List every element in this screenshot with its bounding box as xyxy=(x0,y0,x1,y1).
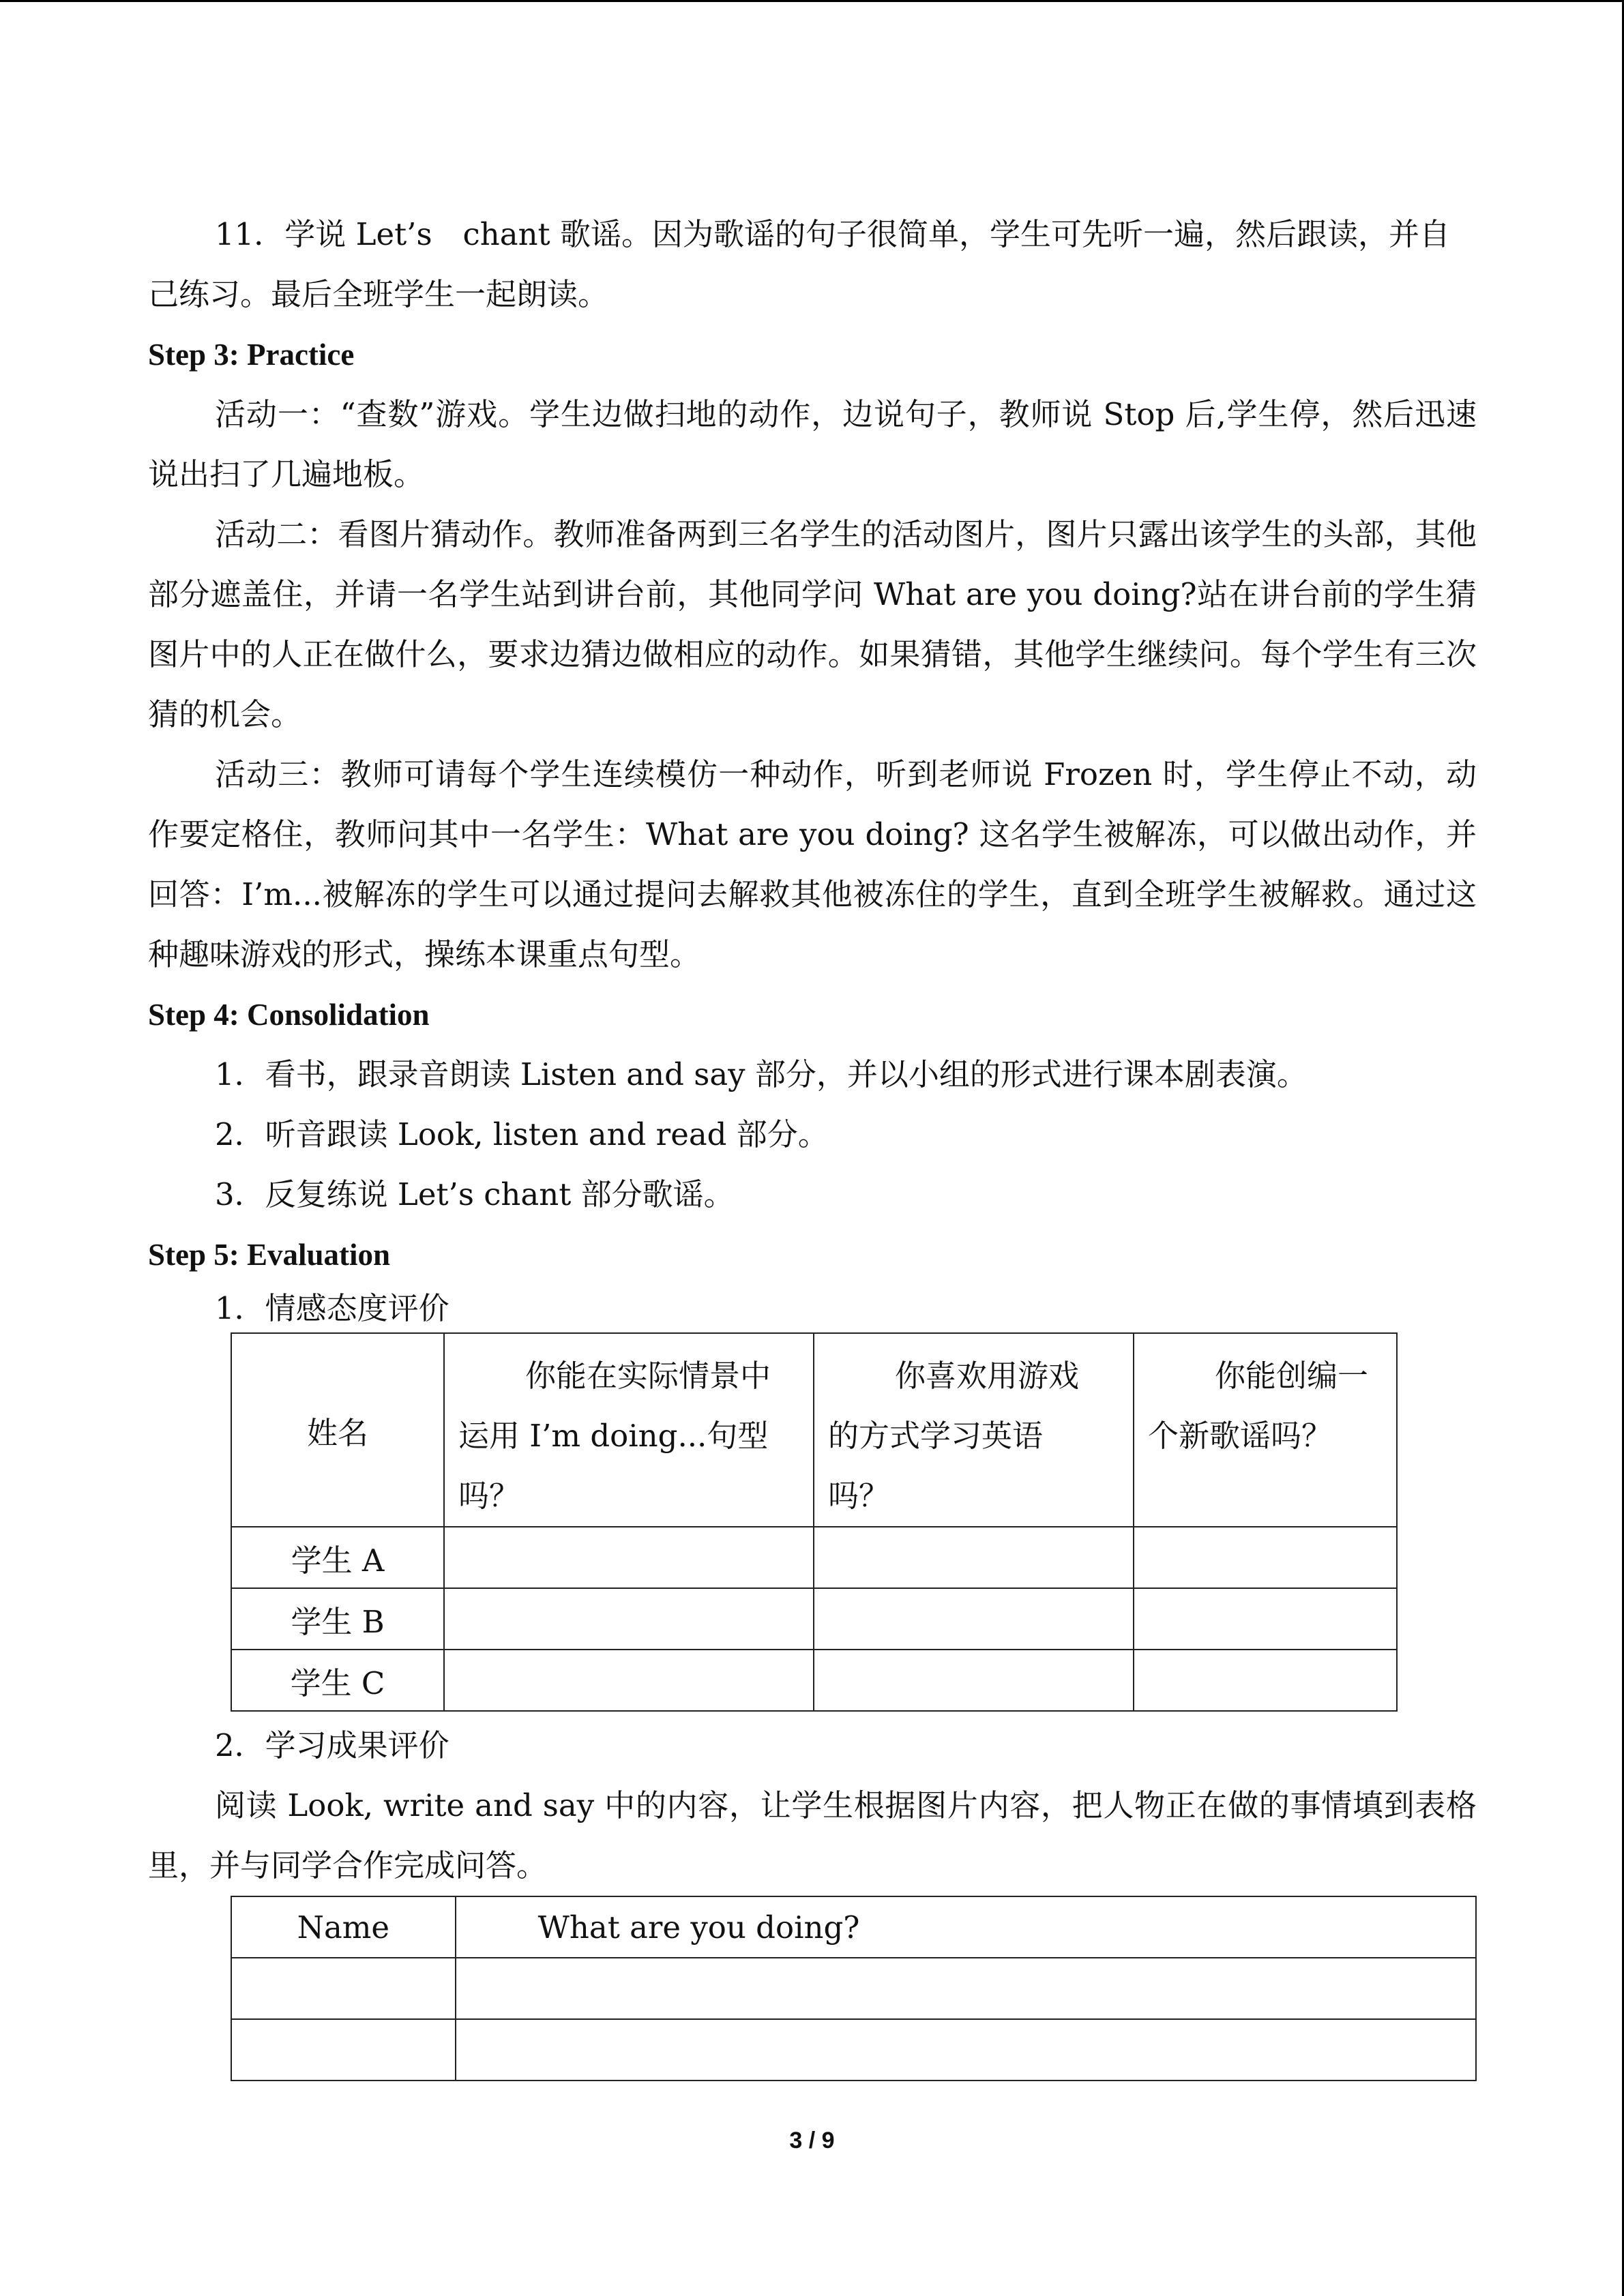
activity-2: 活动二：看图片猜动作。教师准备两到三名学生的活动图片，图片只露出该学生的头部，其他部分遮盖住，并请一名学生站到讲台前，其他同学问 What are you doing?站在讲台前的学生猜图片中的人正在做什么，要求边猜边做相应的动作。如果猜错，其他学生继续问。每个学生有三次猜的机会。 xyxy=(148,516,1477,732)
table-row xyxy=(231,2019,1476,2081)
question-3-line1: 你能创编一 xyxy=(1215,1358,1369,1394)
table-row xyxy=(231,1958,1476,2019)
outcome-table xyxy=(231,1896,1477,2081)
table-header-row xyxy=(231,1896,1476,1958)
empty-cell xyxy=(444,1588,814,1650)
evaluation-sub-1: 1．情感态度评价 xyxy=(215,1290,449,1326)
document-page xyxy=(148,205,1477,2081)
item-11-line2: 己练习。最后全班学生一起朗读。 xyxy=(148,276,609,312)
page-number: 3 / 9 xyxy=(789,2128,835,2153)
learning-outcome-paragraph: 阅读 Look, write and say 中的内容，让学生根据图片内容，把人物正在做的事情填到表格里，并与同学合作完成问答。 xyxy=(148,1787,1477,1883)
page-border-top xyxy=(0,0,1624,2)
empty-cell xyxy=(456,2019,1476,2081)
empty-cell xyxy=(231,1958,456,2019)
name-header-cell xyxy=(231,1333,444,1527)
doing-column-header xyxy=(456,1896,1476,1958)
empty-cell xyxy=(814,1588,1134,1650)
consolidation-item-2: 2．听音跟读 Look, listen and read 部分。 xyxy=(215,1116,829,1152)
student-c-label: 学生 C xyxy=(290,1665,385,1701)
question-2-cell xyxy=(814,1333,1134,1527)
empty-cell xyxy=(456,1958,1476,2019)
question-2-line1: 你喜欢用游戏 xyxy=(895,1358,1080,1394)
activity-1: 活动一：“查数”游戏。学生边做扫地的动作，边说句子，教师说 Stop 后,学生停，然后迅速说出扫了几遍地板。 xyxy=(148,396,1477,492)
empty-cell xyxy=(814,1650,1134,1711)
consolidation-item-3: 3．反复练说 Let’s chant 部分歌谣。 xyxy=(215,1176,735,1212)
table-row xyxy=(231,1527,1397,1588)
student-b-label: 学生 B xyxy=(291,1603,385,1640)
student-c-cell xyxy=(231,1650,444,1711)
attitude-evaluation-table xyxy=(231,1332,1398,1712)
step4-heading: Step 4: Consolidation xyxy=(148,998,430,1032)
student-a-cell xyxy=(231,1527,444,1588)
name-column-header xyxy=(231,1896,456,1958)
table-header-row xyxy=(231,1333,1397,1527)
question-2-line3: 吗？ xyxy=(828,1478,890,1514)
student-a-label: 学生 A xyxy=(291,1542,385,1579)
empty-cell xyxy=(1134,1588,1397,1650)
doing-column-label: What are you doing? xyxy=(537,1909,860,1945)
consolidation-item-1: 1．看书，跟录音朗读 Listen and say 部分，并以小组的形式进行课本剧表演。 xyxy=(215,1056,1308,1092)
question-1-line1: 你能在实际情景中 xyxy=(525,1358,771,1394)
question-1-cell xyxy=(444,1333,814,1527)
step3-heading: Step 3: Practice xyxy=(148,338,355,372)
empty-cell xyxy=(231,2019,456,2081)
student-b-cell xyxy=(231,1588,444,1650)
item-11-line1: 11．学说 Let’s chant 歌谣。因为歌谣的句子很简单，学生可先听一遍，然后跟读，并自 xyxy=(215,216,1450,252)
table-row xyxy=(231,1588,1397,1650)
empty-cell xyxy=(1134,1650,1397,1711)
step5-heading: Step 5: Evaluation xyxy=(148,1238,391,1272)
question-1-line2: 运用 I’m doing...句型 xyxy=(458,1418,769,1454)
evaluation-sub-2: 2．学习成果评价 xyxy=(215,1727,449,1763)
table-row xyxy=(231,1650,1397,1711)
empty-cell xyxy=(444,1650,814,1711)
activity-3: 活动三：教师可请每个学生连续模仿一种动作，听到老师说 Frozen 时，学生停止不动，动作要定格住，教师问其中一名学生：What are you doing? 这名学生被解冻，可以做出动作，并回答：I’m...被解冻的学生可以通过提问去解救其他被冻住的学生，直到全班学生被解救。通过这种趣味游戏的形式，操练本课重点句型。 xyxy=(148,756,1477,972)
question-3-line2: 个新歌谣吗？ xyxy=(1148,1418,1333,1454)
empty-cell xyxy=(1134,1527,1397,1588)
name-header: 姓名 xyxy=(306,1414,368,1451)
empty-cell xyxy=(444,1527,814,1588)
question-2-line2: 的方式学习英语 xyxy=(828,1418,1044,1454)
question-3-cell xyxy=(1134,1333,1397,1527)
question-1-line3: 吗？ xyxy=(458,1478,520,1514)
name-column-label: Name xyxy=(297,1909,390,1945)
empty-cell xyxy=(814,1527,1134,1588)
